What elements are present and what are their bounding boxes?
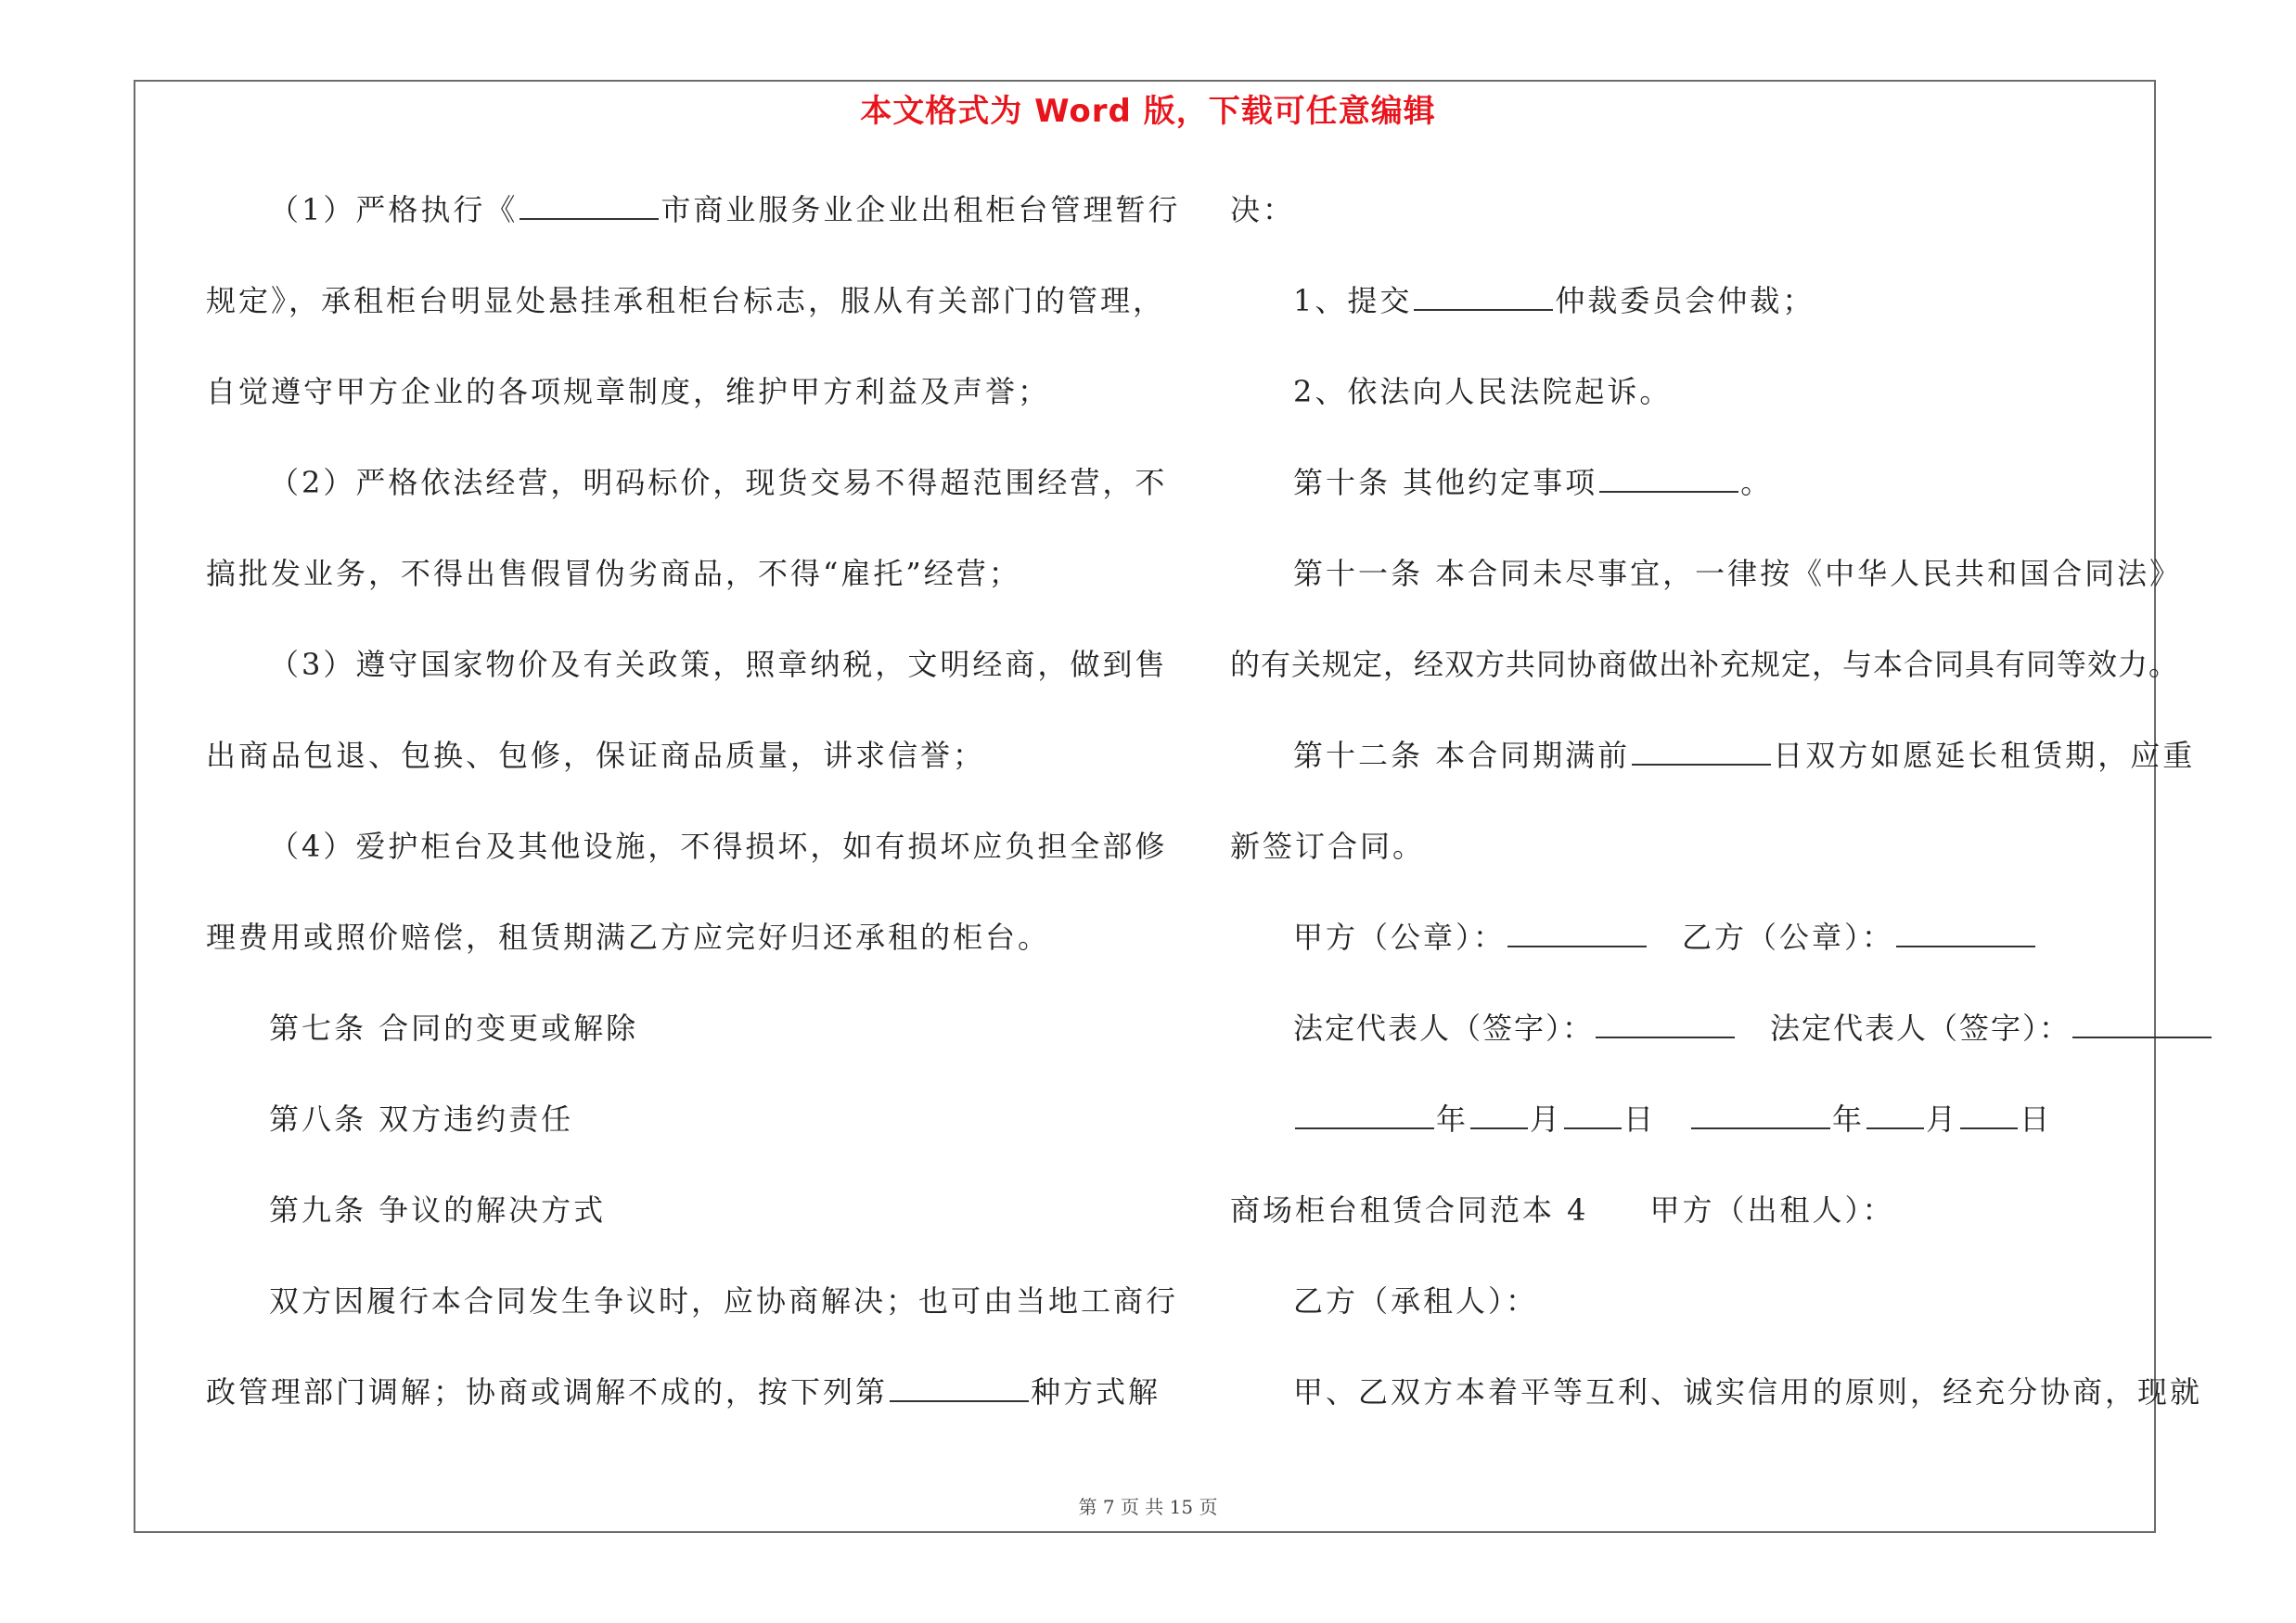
- day-label: 日: [2020, 1101, 2053, 1137]
- article-heading: 第八条 双方违约责任: [269, 1101, 574, 1137]
- fill-blank: [1507, 912, 1647, 947]
- fill-blank: [1691, 1094, 1830, 1129]
- text-line: 第十一条 本合同未尽事宜，一律按《中华人民共和国合同法》: [1293, 556, 2183, 591]
- text-line: 乙方（承租人）：: [1293, 1283, 1539, 1319]
- month-label: 月: [1530, 1101, 1563, 1137]
- legal-rep-label: 法定代表人（签字）：: [1770, 1011, 2072, 1046]
- year-label: 年: [1832, 1101, 1866, 1137]
- right-column: [1230, 182, 2203, 1455]
- text-line: 理费用或照价赔偿，租赁期满乙方应完好归还承租的柜台。: [206, 920, 1051, 955]
- article-heading: 第七条 合同的变更或解除: [269, 1011, 639, 1046]
- fill-blank: [1295, 1094, 1434, 1129]
- text-line: 出商品包退、包换、包修，保证商品质量，讲求信誉；: [206, 738, 986, 773]
- party-a-seal-label: 甲方（公章）：: [1293, 920, 1507, 955]
- text-line: 自觉遵守甲方企业的各项规章制度，维护甲方利益及声誉；: [206, 374, 1051, 409]
- fill-blank: [1564, 1094, 1622, 1129]
- page-number: 第 7 页 共 15 页: [1078, 1496, 1218, 1518]
- fill-blank: [1414, 276, 1553, 311]
- fill-blank: [519, 185, 659, 220]
- month-label: 月: [1926, 1101, 1959, 1137]
- text-line: 搞批发业务，不得出售假冒伪劣商品，不得“雇托”经营；: [206, 556, 1021, 591]
- date-line: [1230, 1091, 2153, 1182]
- text-line: [1230, 455, 2153, 546]
- text-segment: 仲裁委员会仲裁；: [1555, 283, 1815, 318]
- text-segment: 市商业服务业企业出租柜台管理暂行: [661, 192, 1181, 227]
- text-line: 新签订合同。: [1230, 829, 1426, 864]
- text-line: 甲、乙双方本着平等互利、诚实信用的原则，经充分协商，现就: [1293, 1374, 2203, 1410]
- legal-rep-label: 法定代表人（签字）：: [1293, 1011, 1595, 1046]
- fill-blank: [1599, 457, 1738, 493]
- text-line: 的有关规定，经双方共同协商做出补充规定，与本合同具有同等效力。: [1230, 647, 2180, 682]
- fill-blank: [1470, 1094, 1528, 1129]
- fill-blank: [2072, 1003, 2212, 1038]
- text-line: （3）遵守国家物价及有关政策，照章纳税，文明经商，做到售: [269, 647, 1168, 682]
- fill-blank: [1596, 1003, 1735, 1038]
- day-label: 日: [1623, 1101, 1657, 1137]
- article-heading: 第九条 争议的解决方式: [269, 1192, 607, 1228]
- text-segment: 。: [1740, 465, 1774, 500]
- text-line: [206, 182, 1181, 273]
- text-line: 2、依法向人民法院起诉。: [1293, 374, 1673, 409]
- text-segment: 日双方如愿延长租赁期，应重: [1773, 738, 2196, 773]
- signature-line: [1230, 909, 2153, 1000]
- text-line: （4）爱护柜台及其他设施，不得损坏，如有损坏应负担全部修: [269, 829, 1168, 864]
- fill-blank: [1632, 730, 1771, 766]
- text-line: [1230, 728, 2196, 818]
- section-title: 商场柜台租赁合同范本 4: [1230, 1192, 1589, 1228]
- text-segment: 种方式解: [1031, 1374, 1161, 1410]
- left-column: [206, 182, 1181, 1455]
- signature-line: [1230, 1000, 2153, 1091]
- text-line: 规定》，承租柜台明显处悬挂承租柜台标志，服从有关部门的管理，: [206, 283, 1166, 318]
- party-b-seal-label: 乙方（公章）：: [1682, 920, 1895, 955]
- text-segment: 政管理部门调解；协商或调解不成的，按下列第: [206, 1374, 889, 1410]
- fill-blank: [890, 1367, 1029, 1402]
- text-segment: 第十二条 本合同期满前: [1293, 738, 1631, 773]
- fill-blank: [1866, 1094, 1924, 1129]
- text-line: [1230, 273, 2153, 364]
- text-segment: 1、提交: [1293, 283, 1413, 318]
- text-segment: 第十条 其他约定事项: [1293, 465, 1598, 500]
- fill-blank: [1896, 912, 2035, 947]
- text-line: [1230, 1182, 2153, 1273]
- text-line: 双方因履行本合同发生争议时，应协商解决；也可由当地工商行: [269, 1283, 1179, 1319]
- fill-blank: [1960, 1094, 2018, 1129]
- text-segment: （1）严格执行《: [269, 192, 519, 227]
- year-label: 年: [1436, 1101, 1469, 1137]
- format-banner: 本文格式为 Word 版，下载可任意编辑: [860, 93, 1436, 130]
- text-segment: 甲方（出租人）：: [1649, 1192, 1895, 1228]
- text-line: [206, 1364, 1161, 1455]
- text-line: 决：: [1230, 192, 1296, 227]
- text-line: （2）严格依法经营，明码标价，现货交易不得超范围经营，不: [269, 465, 1168, 500]
